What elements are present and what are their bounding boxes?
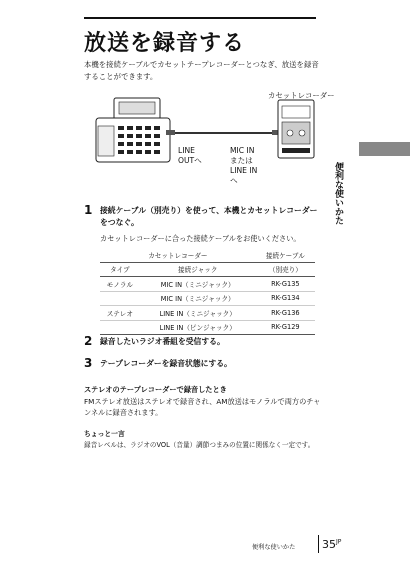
subheader-type: タイプ (100, 262, 140, 277)
table-row (100, 320, 315, 335)
title-rule (84, 17, 316, 19)
table-row (100, 277, 315, 292)
page-number-value: 35 (322, 538, 336, 551)
table-header-row (100, 248, 315, 262)
side-section-label: 便利な使いかた (333, 162, 343, 225)
cassette-label: カセットレコーダー (268, 91, 335, 100)
intro-text: 本機を接続ケーブルでカセットテープレコーダーとつなぎ、放送を録音することができます。 (84, 60, 319, 81)
row-cable: RK-G134 (256, 291, 315, 306)
row-jack: LINE IN（ピンジャック） (140, 320, 256, 335)
step-1-number: 1 (84, 203, 93, 217)
section-tab-marker (359, 142, 410, 156)
line-out-label: LINE OUTへ (178, 146, 202, 165)
step-2-number: 2 (84, 334, 93, 348)
row-jack: MIC IN（ミニジャック） (140, 291, 256, 306)
header-recorder: カセットレコーダー (100, 248, 256, 262)
header-cable: 接続ケーブル (256, 248, 315, 262)
cassette-recorder-illustration (276, 98, 316, 160)
row-cable: RK-G129 (256, 320, 315, 335)
row-type (100, 320, 140, 335)
table-row (100, 306, 315, 321)
tip-heading: ちょっと一言 (84, 430, 125, 438)
footer-divider (318, 535, 319, 553)
row-type: ステレオ (100, 306, 140, 321)
row-cable: RK-G135 (256, 277, 315, 292)
mic-in-label: MIC IN または LINE IN へ (230, 146, 258, 185)
row-jack: MIC IN（ミニジャック） (140, 277, 256, 292)
subheader-jack: 接続ジャック (140, 262, 256, 277)
page-title: 放送を録音する (84, 31, 246, 56)
step-3-text: テープレコーダーを録音状態にする。 (100, 359, 232, 368)
cable-table (100, 248, 315, 335)
tip-body: 録音レベルは、ラジオのVOL（音量）調節つまみの位置に関係なく一定です。 (84, 441, 315, 449)
step-2-text: 録音したいラジオ番組を受信する。 (100, 337, 225, 346)
footer-section-label: 便利な使いかた (252, 544, 296, 551)
stereo-note-heading: ステレオのテープレコーダーで録音したとき (84, 385, 227, 394)
page-number (322, 538, 341, 551)
row-cable: RK-G136 (256, 306, 315, 321)
row-jack: LINE IN（ミニジャック） (140, 306, 256, 321)
page-suffix: JP (336, 538, 342, 546)
row-type (100, 291, 140, 306)
step-3-number: 3 (84, 356, 93, 370)
step-1-text: 接続ケーブル（別売り）を使って、本機とカセットレコーダーをつなぐ。 (100, 206, 318, 227)
radio-illustration (92, 92, 174, 164)
table-row (100, 291, 315, 306)
step-1-subtext: カセットレコーダーに合った接続ケーブルをお使いください。 (100, 234, 301, 243)
subheader-cable: （別売り） (256, 262, 315, 277)
cable-plug-left (166, 130, 175, 135)
connecting-cable (170, 132, 274, 134)
stereo-note-body: FMステレオ放送はステレオで録音され、AM放送はモノラルで両方のチャンネルに録音されます。 (84, 397, 321, 417)
row-type: モノラル (100, 277, 140, 292)
table-subheader-row (100, 262, 315, 277)
